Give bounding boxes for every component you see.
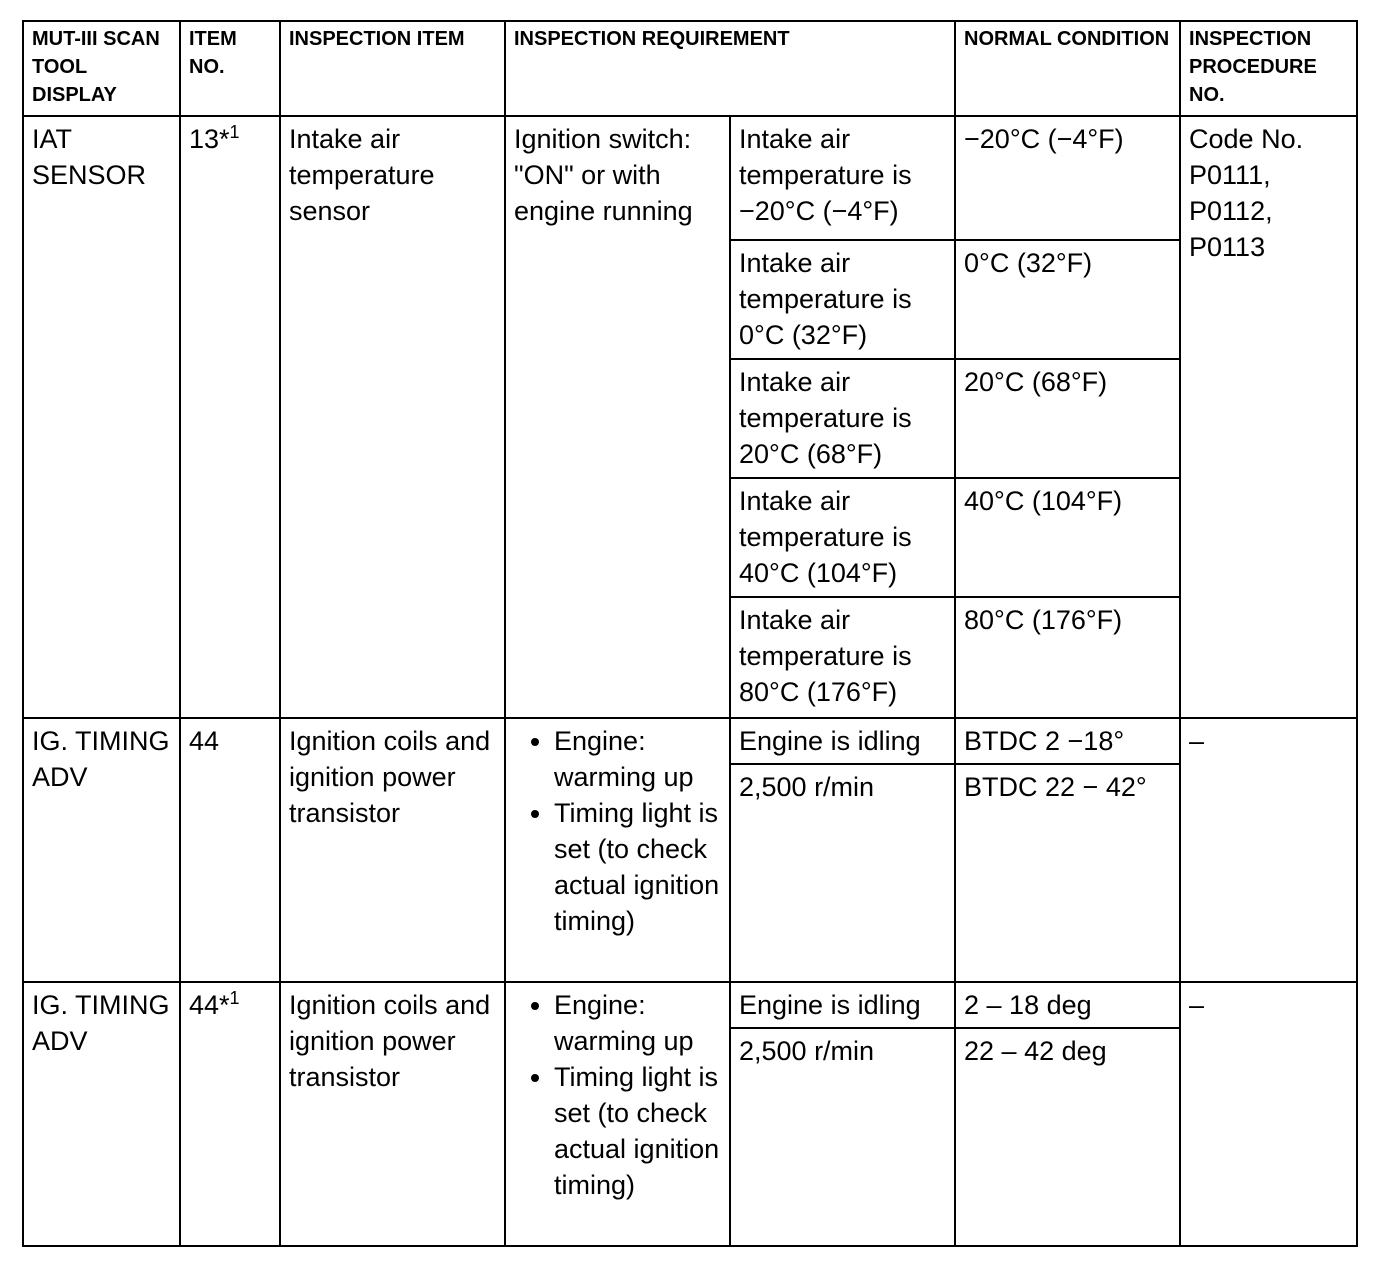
iat-condition: Intake air temperature is −20°C (−4°F) <box>730 116 955 240</box>
ig1-requirement-list <box>514 723 721 939</box>
inspection-table <box>22 20 1358 1247</box>
iat-condition: Intake air temperature is 80°C (176°F) <box>730 597 955 718</box>
ig2-inspection-item: Ignition coils and ignition power transistor <box>280 982 505 1246</box>
iat-normal: 80°C (176°F) <box>955 597 1180 718</box>
header-item-no: ITEM NO. <box>180 21 280 116</box>
ig2-requirement <box>505 982 730 1246</box>
ig2-display: IG. TIMING ADV <box>23 982 180 1246</box>
iat-normal: 40°C (104°F) <box>955 478 1180 597</box>
header-normal-condition: NORMAL CONDITION <box>955 21 1180 116</box>
ig2-normal: 22 – 42 deg <box>955 1028 1180 1246</box>
ig1-normal: BTDC 22 − 42° <box>955 764 1180 982</box>
header-inspection-item: INSPECTION ITEM <box>280 21 505 116</box>
table-row <box>23 982 1357 1028</box>
iat-condition: Intake air temperature is 0°C (32°F) <box>730 240 955 359</box>
iat-requirement: Ignition switch: "ON" or with engine running <box>505 116 730 718</box>
ig1-procedure: – <box>1180 718 1357 982</box>
iat-condition: Intake air temperature is 40°C (104°F) <box>730 478 955 597</box>
ig2-requirement-list <box>514 987 721 1203</box>
ig2-normal: 2 – 18 deg <box>955 982 1180 1028</box>
iat-condition: Intake air temperature is 20°C (68°F) <box>730 359 955 478</box>
list-item: • Timing light is set (to check actual ignition timing) <box>554 795 721 939</box>
ig2-condition: 2,500 r/min <box>730 1028 955 1246</box>
header-display: MUT-III SCAN TOOL DISPLAY <box>23 21 180 116</box>
ig1-requirement <box>505 718 730 982</box>
iat-display: IAT SENSOR <box>23 116 180 718</box>
iat-normal: −20°C (−4°F) <box>955 116 1180 240</box>
ig2-condition: Engine is idling <box>730 982 955 1028</box>
list-item: • Engine: warming up <box>554 987 721 1059</box>
ig1-normal: BTDC 2 −18° <box>955 718 1180 764</box>
header-row <box>23 21 1357 116</box>
list-item: • Engine: warming up <box>554 723 721 795</box>
ig2-item-no: 44*$^1$ <box>180 982 280 1246</box>
ig1-inspection-item: Ignition coils and ignition power transistor <box>280 718 505 982</box>
iat-inspection-item: Intake air temperature sensor <box>280 116 505 718</box>
ig1-condition: Engine is idling <box>730 718 955 764</box>
iat-normal: 0°C (32°F) <box>955 240 1180 359</box>
table-row <box>23 116 1357 240</box>
iat-procedure: Code No. P0111, P0112, P0113 <box>1180 116 1357 718</box>
list-item: • Timing light is set (to check actual ignition timing) <box>554 1059 721 1203</box>
ig2-procedure: – <box>1180 982 1357 1246</box>
ig1-item-no: 44 <box>180 718 280 982</box>
iat-item-no: 13*$^1$ <box>180 116 280 718</box>
table-row <box>23 718 1357 764</box>
header-procedure-no: INSPECTION PROCEDURE NO. <box>1180 21 1357 116</box>
ig1-condition: 2,500 r/min <box>730 764 955 982</box>
iat-normal: 20°C (68°F) <box>955 359 1180 478</box>
header-inspection-requirement: INSPECTION REQUIREMENT <box>505 21 955 116</box>
ig1-display: IG. TIMING ADV <box>23 718 180 982</box>
